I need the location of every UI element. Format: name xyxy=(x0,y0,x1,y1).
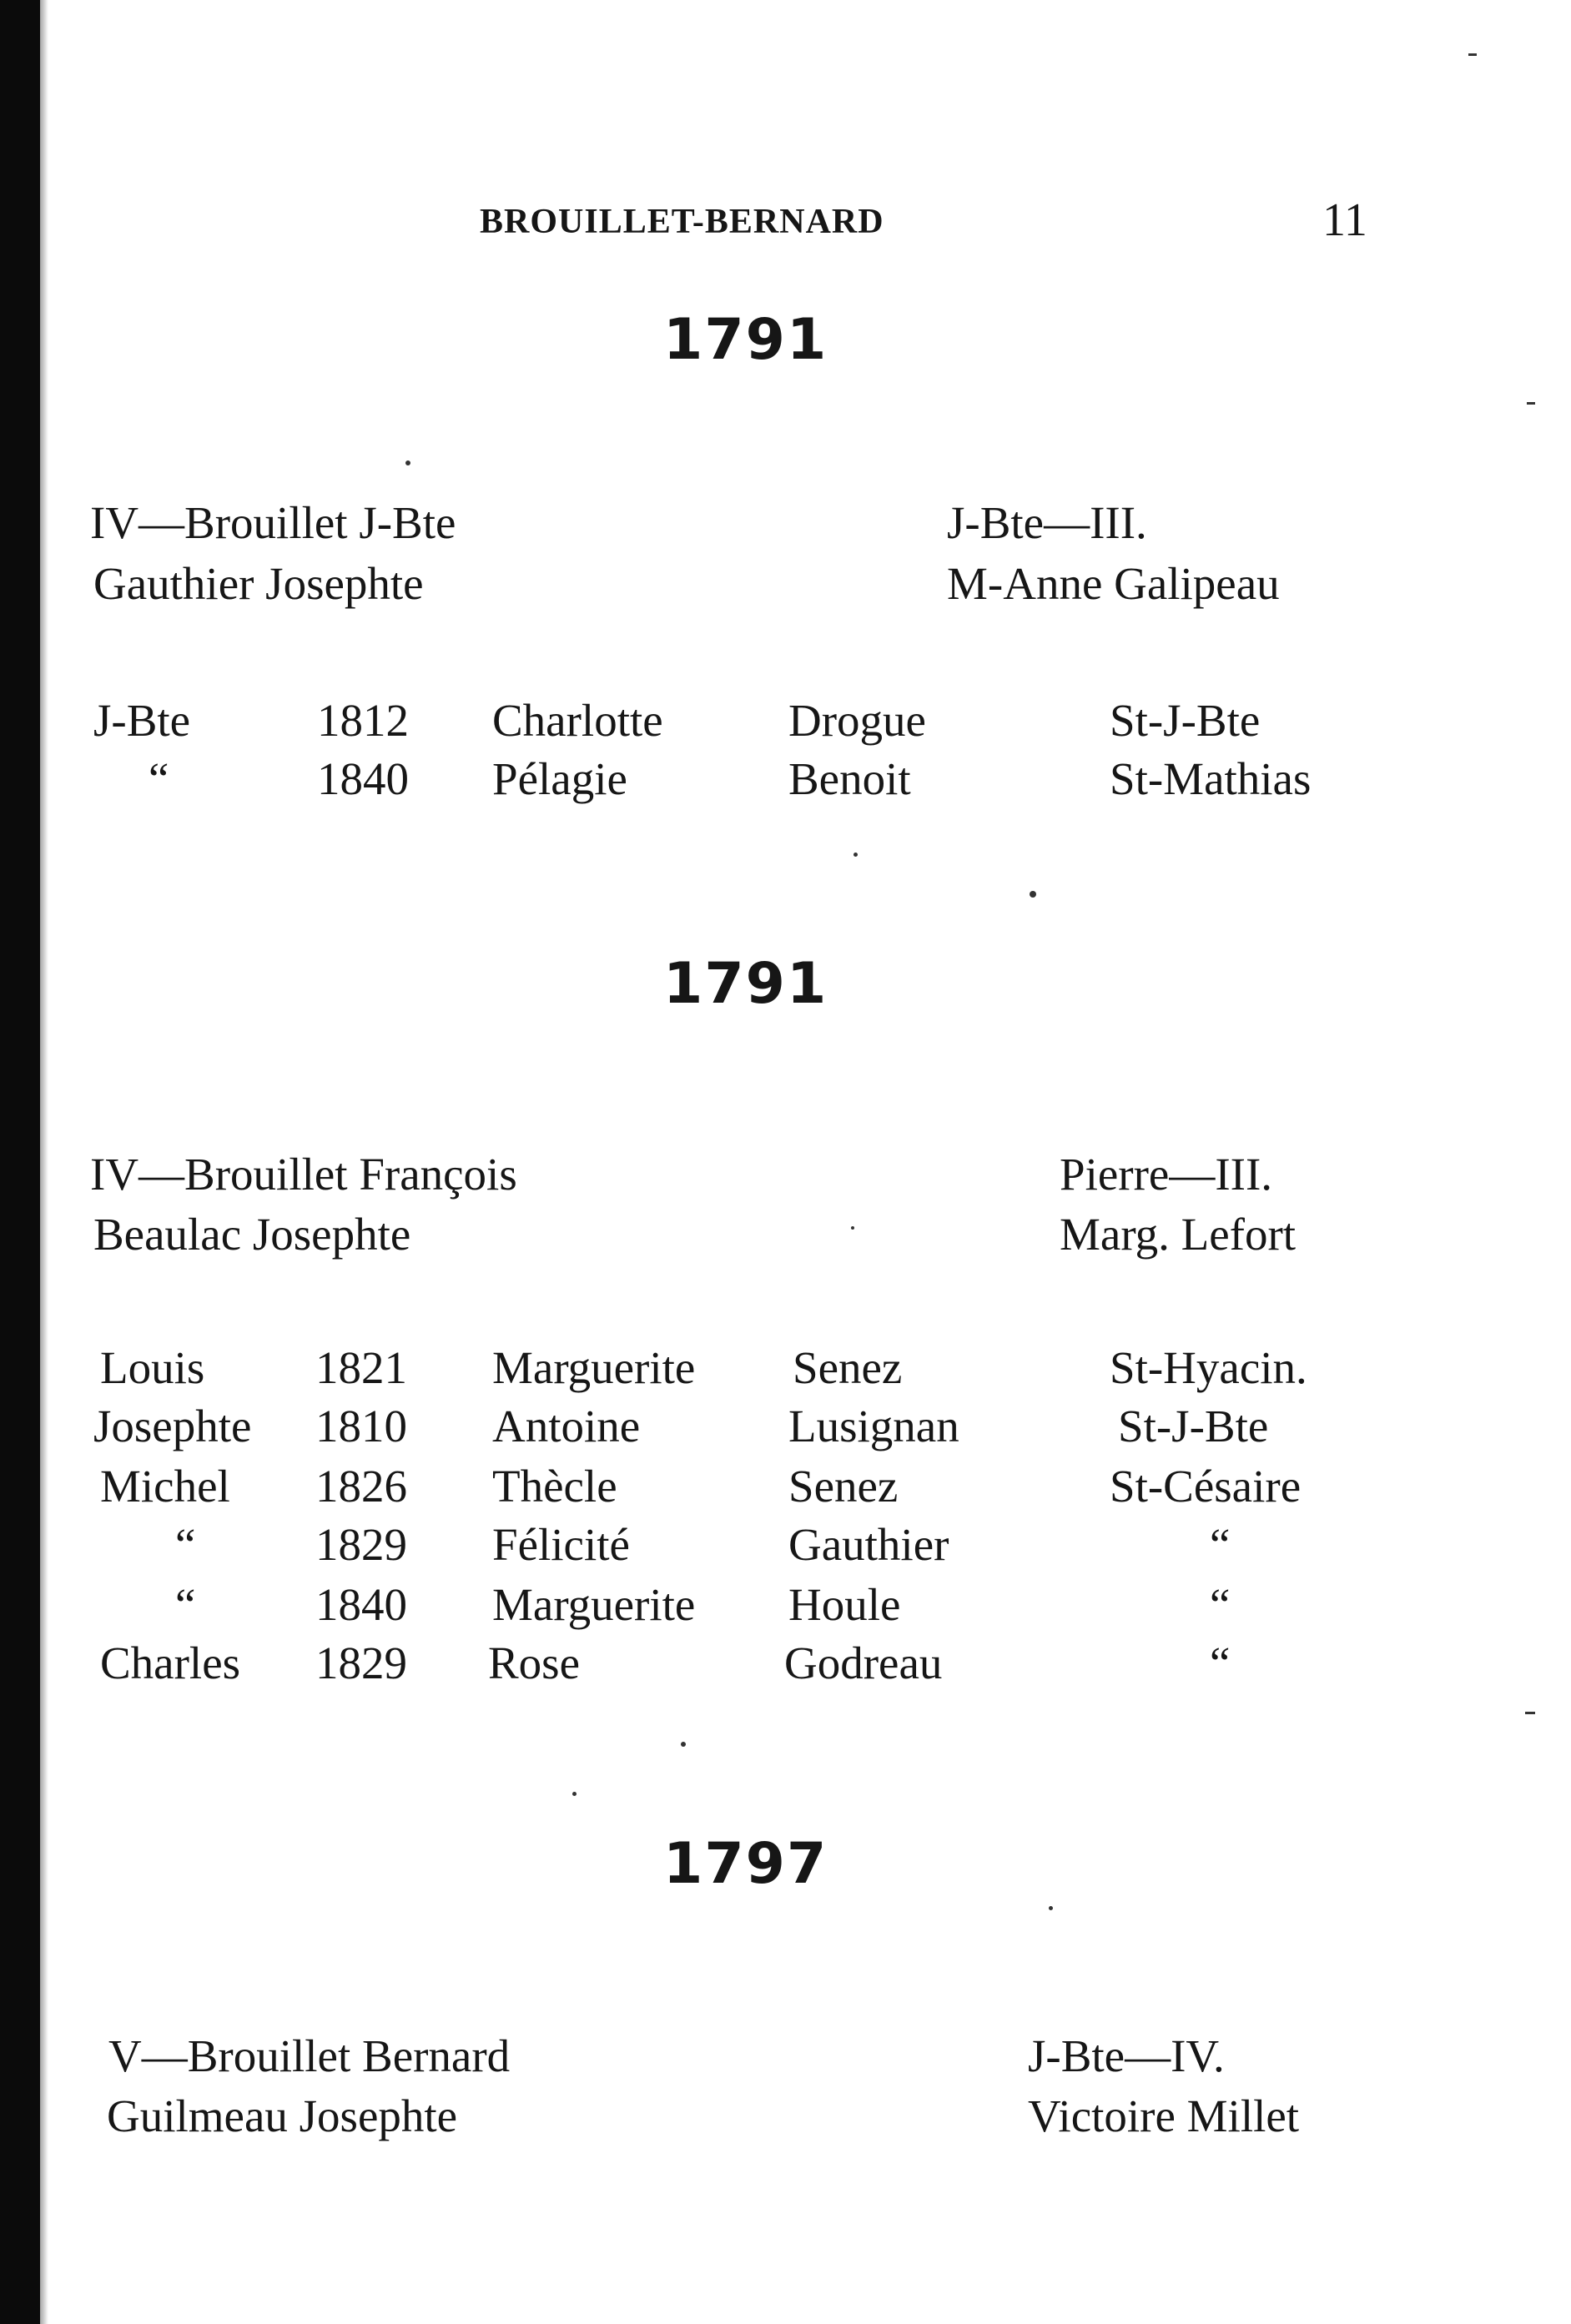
wife-parents: Victoire Millet xyxy=(1028,2090,1300,2141)
scan-speck xyxy=(572,1792,577,1796)
spouse-first-name: Charlotte xyxy=(492,695,663,746)
page-number: 11 xyxy=(1322,194,1367,246)
husband-parents: J-Bte—III. xyxy=(947,497,1147,548)
marriage-year: 1812 xyxy=(317,695,409,746)
spouse-last-name: Benoit xyxy=(788,753,911,804)
wife-name: Guilmeau Josephte xyxy=(107,2090,458,2141)
spouse-last-name: Houle xyxy=(788,1579,901,1630)
scan-speck xyxy=(1049,1906,1053,1910)
parish: St-Mathias xyxy=(1110,753,1312,804)
scan-binding-edge xyxy=(0,0,40,2324)
running-title: BROUILLET-BERNARD xyxy=(480,203,884,241)
child-name: Josephte xyxy=(93,1401,252,1451)
spouse-last-name: Gauthier xyxy=(788,1519,949,1570)
child-name: Charles xyxy=(100,1637,241,1688)
spouse-first-name: Antoine xyxy=(492,1401,641,1451)
marriage-year: 1829 xyxy=(315,1637,407,1688)
scan-speck xyxy=(1468,53,1477,56)
spouse-first-name: Marguerite xyxy=(492,1579,696,1630)
spouse-first-name: Rose xyxy=(488,1637,580,1688)
child-name: “ xyxy=(175,1579,196,1630)
child-name: “ xyxy=(149,753,169,804)
marriage-year: 1840 xyxy=(315,1579,407,1630)
spouse-last-name: Senez xyxy=(788,1461,899,1512)
husband-name: V—Brouillet Bernard xyxy=(108,2030,511,2081)
wife-parents: M-Anne Galipeau xyxy=(947,558,1280,609)
husband-name: IV—Brouillet François xyxy=(90,1149,517,1200)
parish: “ xyxy=(1210,1519,1231,1570)
marriage-year: 1826 xyxy=(315,1461,407,1512)
marriage-year: 1829 xyxy=(315,1519,407,1570)
husband-name: IV—Brouillet J-Bte xyxy=(90,497,456,548)
wife-parents: Marg. Lefort xyxy=(1060,1209,1297,1260)
spouse-first-name: Pélagie xyxy=(492,753,627,804)
scan-speck xyxy=(1527,402,1535,405)
scan-speck xyxy=(851,1226,854,1230)
child-name: J-Bte xyxy=(93,695,191,746)
wife-name: Gauthier Josephte xyxy=(93,558,424,609)
scan-speck xyxy=(1525,1712,1535,1714)
spouse-last-name: Senez xyxy=(793,1342,903,1393)
section-year: 1791 xyxy=(663,307,828,373)
child-name: “ xyxy=(175,1519,196,1570)
spouse-last-name: Drogue xyxy=(788,695,926,746)
parish: St-Hyacin. xyxy=(1110,1342,1307,1393)
marriage-year: 1840 xyxy=(317,753,409,804)
parish: St-J-Bte xyxy=(1110,695,1261,746)
scan-speck xyxy=(853,853,858,857)
scan-speck xyxy=(405,460,410,465)
spouse-first-name: Marguerite xyxy=(492,1342,696,1393)
section-year: 1791 xyxy=(663,951,828,1017)
scan-speck xyxy=(1030,891,1036,898)
spouse-first-name: Thècle xyxy=(492,1461,617,1512)
section-year: 1797 xyxy=(663,1831,828,1897)
parish: St-Césaire xyxy=(1110,1461,1302,1512)
marriage-year: 1810 xyxy=(315,1401,407,1451)
husband-parents: J-Bte—IV. xyxy=(1028,2030,1225,2081)
scan-speck xyxy=(681,1742,686,1747)
parish: “ xyxy=(1210,1579,1231,1630)
spouse-last-name: Lusignan xyxy=(788,1401,959,1451)
husband-parents: Pierre—III. xyxy=(1060,1149,1273,1200)
parish: “ xyxy=(1210,1637,1231,1688)
parish: St-J-Bte xyxy=(1118,1401,1269,1451)
child-name: Louis xyxy=(100,1342,205,1393)
wife-name: Beaulac Josephte xyxy=(93,1209,411,1260)
child-name: Michel xyxy=(100,1461,230,1512)
marriage-year: 1821 xyxy=(315,1342,407,1393)
spouse-last-name: Godreau xyxy=(784,1637,943,1688)
spouse-first-name: Félicité xyxy=(492,1519,630,1570)
